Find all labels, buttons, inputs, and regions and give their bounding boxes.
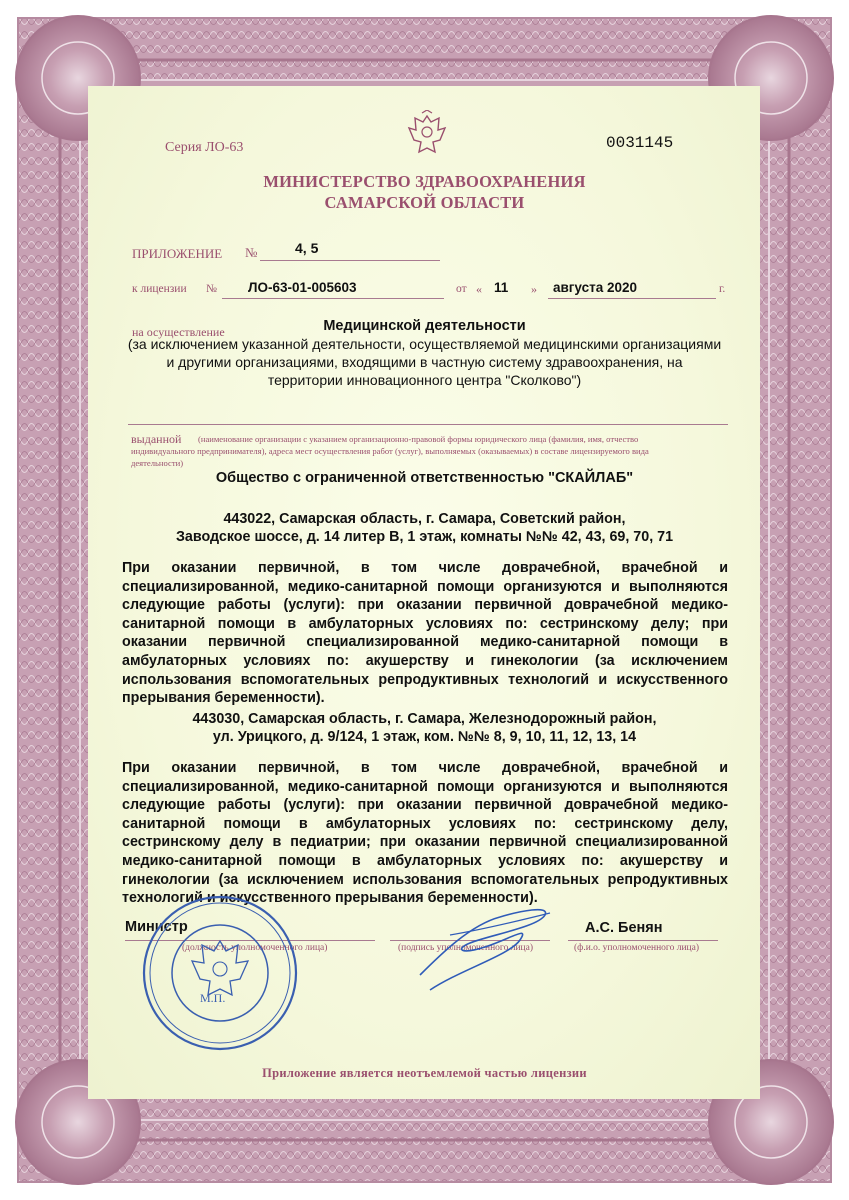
series-label: Серия ЛО-63 [165,140,244,155]
appendix-label: ПРИЛОЖЕНИЕ [132,246,223,261]
license-label: к лицензии [132,283,187,295]
address2-line2: ул. Урицкого, д. 9/124, 1 этаж, ком. №№ 8, 9, 10, 11, 12, 13, 14 [212,729,637,745]
activity-desc-line3: территории инновационного центра "Сколково") [267,372,582,388]
issued-label: выданной [131,432,182,446]
activity-desc-line2: и другими организациями, входящими в частную систему здравоохранения, на [166,354,683,370]
official-stamp [140,893,300,1053]
activity-title: Медицинской деятельности [323,318,526,334]
appendix-no-sign: № [245,245,258,260]
stamp-mark: М.П. [200,991,226,1005]
name-hint: (ф.и.о. уполномоченного лица) [574,943,700,953]
signer-name: А.С. Бенян [585,920,663,936]
address1-line2: Заводское шоссе, д. 14 литер В, 1 этаж, комнаты №№ 42, 43, 69, 70, 71 [175,529,674,545]
activity-underline [128,424,728,425]
handwritten-signature [400,895,560,995]
license-from-label: от [456,283,467,295]
services-paragraph-1: При оказании первичной, в том числе доврачебной, врачебной и специализированной, медико-санитарной помощи организуются и выполняются следующие работы (услуги): при оказании первичной доврачебной медико-санитарной помощи в амбулаторных условиях по: сестринскому делу; при оказании первичной специализированной медико-санитарной помощи в амбулаторных условиях по: акушерству и гинекологии (за исключением использования вспомогательных репродуктивных технологий и искусственного прерывания беременности). [122,560,728,707]
address1-line1: 443022, Самарская область, г. Самара, Советский район, [223,511,626,527]
coat-of-arms-icon [405,110,449,158]
license-no-sign: № [206,283,217,295]
signature-hint: (подпись уполномоченного лица) [398,943,534,953]
form-number: 0031145 [606,134,674,152]
license-year-suffix: г. [719,283,726,295]
issued-hint-line1: (наименование организации с указанием организационно-правовой формы юридического лица (фамилия, имя, отчество [198,434,639,444]
license-number: ЛО-63-01-005603 [248,280,357,295]
ministry-title-line2: САМАРСКОЙ ОБЛАСТИ [324,193,525,212]
name-underline [568,940,718,941]
organization-name: Общество с ограниченной ответственностью "СКАЙЛАБ" [215,470,634,486]
issued-hint-line2: индивидуального предпринимателя), адреса мест осуществления работ (услуг), выполняемых (оказываемых) в составе лицензируемого вида [131,446,649,456]
appendix-underline [260,260,440,261]
position-hint: (должность уполномоченного лица) [182,943,328,953]
ministry-title-line1: МИНИСТЕРСТВО ЗДРАВООХРАНЕНИЯ [263,172,586,191]
license-date: августа 2020 [553,280,638,295]
activity-label: на осуществление [132,325,225,339]
footer-note: Приложение является неотъемлемой частью лицензии [262,1066,587,1080]
services-paragraph-2: При оказании первичной, в том числе доврачебной, врачебной и специализированной, медико-санитарной помощи организуются и выполняются следующие работы (услуги): при оказании первичной доврачебной медико-санитарной помощи в амбулаторных условиях по: сестринскому делу, сестринскому делу в педиатрии; при оказании первичной специализированной медико-санитарной помощи в амбулаторных условиях по: акушерству и гинекологии (за исключением использования вспомогательных репродуктивных технологий и искусственного прерывания беременности). [122,760,728,907]
signer-position: Министр [125,919,188,935]
address2-line1: 443030, Самарская область, г. Самара, Железнодорожный район, [192,711,657,727]
license-day: 11 [494,280,509,295]
issued-hint-line3: деятельности) [131,458,184,468]
activity-desc-line1: (за исключением указанной деятельности, осуществляемой медицинскими организациями [127,336,722,352]
license-quote-close: » [531,282,537,296]
appendix-number: 4, 5 [295,240,319,256]
license-quote-open: « [476,282,482,296]
license-date-underline [548,298,716,299]
license-number-underline [222,298,444,299]
